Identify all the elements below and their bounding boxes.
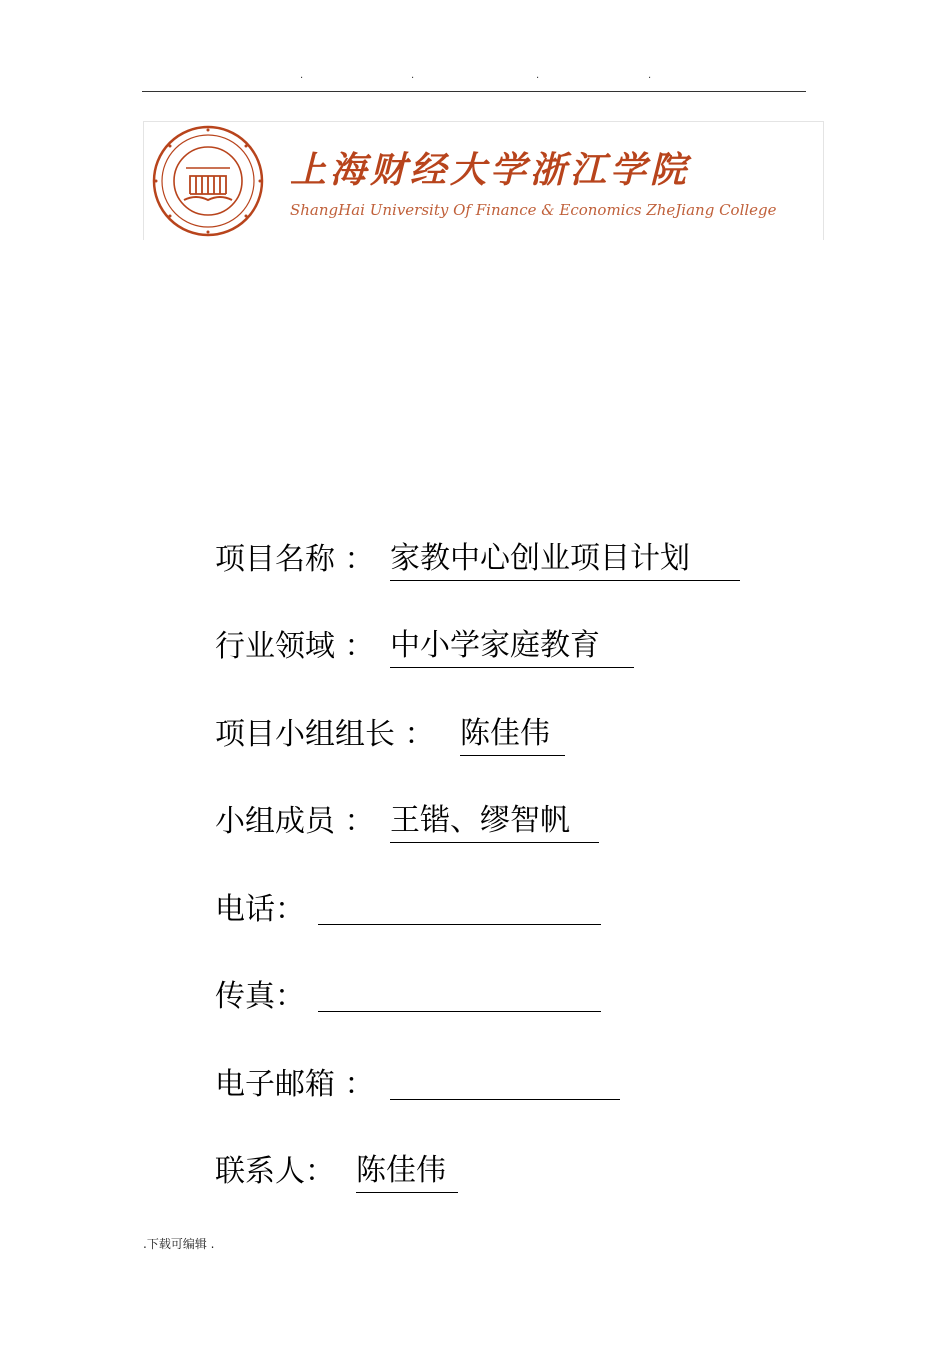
row-members	[215, 800, 605, 844]
blank-phone	[318, 888, 601, 925]
row-fax	[215, 975, 605, 1019]
university-seal-icon	[150, 124, 266, 238]
header-dot-4: .	[648, 70, 652, 81]
header-dot-1: .	[300, 70, 304, 81]
label-industry: 行业领域 ：	[215, 629, 375, 664]
label-project-name: 项目名称 ：	[215, 542, 375, 577]
label-leader: 项目小组组长 ：	[215, 717, 435, 752]
row-phone	[215, 888, 605, 932]
row-email	[215, 1063, 625, 1107]
blank-fax	[318, 975, 601, 1012]
blank-email	[390, 1063, 620, 1100]
header-dot-3: .	[536, 70, 540, 81]
value-contact: 陈佳伟	[356, 1150, 458, 1193]
row-project-name	[215, 538, 745, 582]
header-dot-2: .	[411, 70, 415, 81]
value-industry: 中小学家庭教育	[390, 625, 634, 668]
logo-english-name: ShangHai University Of Finance & Economics ZheJiang College	[290, 201, 777, 219]
row-contact	[215, 1150, 465, 1194]
row-industry	[215, 625, 640, 669]
label-phone: 电话：	[215, 892, 305, 927]
value-project-name: 家教中心创业项目计划	[390, 538, 740, 581]
label-email: 电子邮箱 ：	[215, 1067, 375, 1102]
label-members: 小组成员 ：	[215, 804, 375, 839]
footer-note: .下载可编辑 .	[143, 1237, 215, 1251]
logo-chinese-name: 上海财经大学浙江学院	[290, 149, 691, 191]
value-members: 王锴、缪智帆	[390, 800, 599, 843]
header-rule	[142, 91, 806, 92]
row-leader	[215, 713, 570, 757]
value-leader: 陈佳伟	[460, 713, 565, 756]
university-banner	[143, 121, 824, 240]
label-contact: 联系人：	[215, 1154, 335, 1189]
label-fax: 传真：	[215, 979, 305, 1014]
